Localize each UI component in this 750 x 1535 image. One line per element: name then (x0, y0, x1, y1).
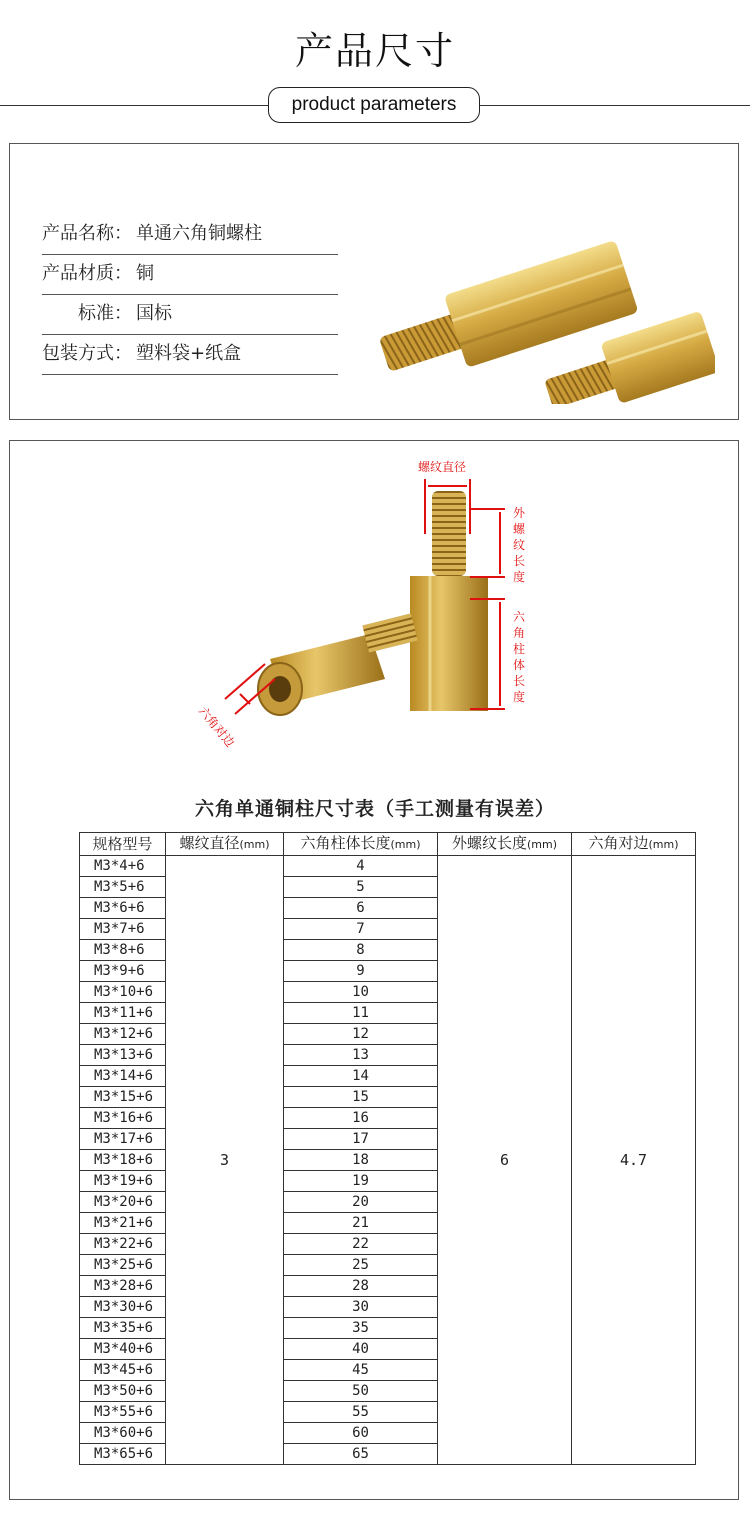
cell-hex-length: 22 (284, 1234, 438, 1255)
cell-model: M3*20+6 (80, 1192, 166, 1213)
cell-model: M3*50+6 (80, 1381, 166, 1402)
cell-model: M3*9+6 (80, 961, 166, 982)
cell-hex-length: 40 (284, 1339, 438, 1360)
cell-hex-length: 21 (284, 1213, 438, 1234)
svg-text:度: 度 (513, 690, 526, 704)
col-header-hex-length: 六角柱体长度(mm) (284, 833, 438, 856)
cell-model: M3*6+6 (80, 898, 166, 919)
table-header-row (80, 833, 696, 856)
cell-model: M3*30+6 (80, 1297, 166, 1318)
cell-hex-length: 50 (284, 1381, 438, 1402)
cell-hex-length: 10 (284, 982, 438, 1003)
cell-model: M3*10+6 (80, 982, 166, 1003)
svg-text:度: 度 (513, 570, 526, 584)
cell-model: M3*5+6 (80, 877, 166, 898)
thread-part (432, 491, 466, 576)
svg-text:角: 角 (513, 626, 526, 640)
cell-hex-length: 45 (284, 1360, 438, 1381)
product-info-box (9, 143, 739, 420)
col-header-model: 规格型号 (80, 833, 166, 856)
cell-model: M3*25+6 (80, 1255, 166, 1276)
spec-table (79, 832, 696, 1465)
subtitle-badge: product parameters (268, 87, 480, 123)
cell-hex-flats: 4.7 (572, 856, 696, 1465)
col-header-thread-diameter: 螺纹直径(mm) (166, 833, 284, 856)
cell-hex-length: 9 (284, 961, 438, 982)
cell-model: M3*12+6 (80, 1024, 166, 1045)
col-header-thread-length: 外螺纹长度(mm) (438, 833, 572, 856)
cell-hex-length: 60 (284, 1423, 438, 1444)
svg-text:螺: 螺 (513, 522, 526, 536)
cell-model: M3*13+6 (80, 1045, 166, 1066)
cell-model: M3*65+6 (80, 1444, 166, 1465)
cell-hex-length: 8 (284, 940, 438, 961)
table-row (80, 856, 696, 877)
cell-hex-length: 6 (284, 898, 438, 919)
svg-text:体: 体 (513, 658, 526, 672)
label-outer-thread-length (513, 506, 526, 584)
info-row-packaging (42, 334, 338, 375)
cell-model: M3*22+6 (80, 1234, 166, 1255)
svg-text:柱: 柱 (513, 642, 526, 656)
cell-hex-length: 11 (284, 1003, 438, 1024)
label-hex-flats: 六角对边 (195, 703, 238, 750)
cell-model: M3*60+6 (80, 1423, 166, 1444)
dimension-diagram (170, 449, 570, 769)
cell-hex-length: 18 (284, 1150, 438, 1171)
cell-model: M3*35+6 (80, 1318, 166, 1339)
cell-model: M3*21+6 (80, 1213, 166, 1234)
cell-model: M3*8+6 (80, 940, 166, 961)
cell-hex-length: 5 (284, 877, 438, 898)
cell-model: M3*11+6 (80, 1003, 166, 1024)
cell-hex-length: 17 (284, 1129, 438, 1150)
cell-hex-length: 35 (284, 1318, 438, 1339)
cell-model: M3*55+6 (80, 1402, 166, 1423)
cell-hex-length: 25 (284, 1255, 438, 1276)
info-label: 标准： (78, 303, 132, 324)
cell-hex-length: 7 (284, 919, 438, 940)
cell-model: M3*15+6 (80, 1087, 166, 1108)
cell-model: M3*19+6 (80, 1171, 166, 1192)
cell-model: M3*14+6 (80, 1066, 166, 1087)
cell-model: M3*4+6 (80, 856, 166, 877)
svg-text:长: 长 (513, 674, 526, 688)
col-header-hex-flats: 六角对边(mm) (572, 833, 696, 856)
cell-model: M3*28+6 (80, 1276, 166, 1297)
cell-model: M3*40+6 (80, 1339, 166, 1360)
cell-model: M3*18+6 (80, 1150, 166, 1171)
cell-hex-length: 20 (284, 1192, 438, 1213)
table-title: 六角单通铜柱尺寸表（手工测量有误差） (194, 798, 555, 820)
dimension-table-box (9, 440, 739, 1500)
cell-hex-length: 15 (284, 1087, 438, 1108)
label-thread-diameter: 螺纹直径 (418, 460, 467, 474)
cell-hex-length: 19 (284, 1171, 438, 1192)
cell-thread-diameter: 3 (166, 856, 284, 1465)
cell-hex-length: 30 (284, 1297, 438, 1318)
cell-hex-length: 16 (284, 1108, 438, 1129)
info-label: 产品材质： (42, 263, 132, 284)
cell-hex-length: 14 (284, 1066, 438, 1087)
info-label: 产品名称： (42, 223, 132, 244)
info-row-standard (42, 294, 338, 335)
info-row-name (42, 214, 338, 255)
cell-hex-length: 28 (284, 1276, 438, 1297)
cell-model: M3*45+6 (80, 1360, 166, 1381)
svg-text:长: 长 (513, 554, 526, 568)
info-value: 单通六角铜螺柱 (136, 223, 262, 244)
page-title: 产品尺寸 (294, 29, 455, 73)
product-photo (355, 204, 715, 404)
info-value: 国标 (136, 303, 172, 324)
hex-body (410, 576, 488, 711)
cell-model: M3*16+6 (80, 1108, 166, 1129)
svg-text:六: 六 (513, 610, 526, 624)
cell-thread-length: 6 (438, 856, 572, 1465)
info-label: 包装方式： (42, 343, 132, 364)
cell-hex-length: 13 (284, 1045, 438, 1066)
cell-hex-length: 55 (284, 1402, 438, 1423)
label-hex-body-length (513, 610, 526, 704)
svg-text:纹: 纹 (513, 538, 526, 552)
svg-text:外: 外 (513, 506, 526, 520)
cell-model: M3*7+6 (80, 919, 166, 940)
info-value: 塑料袋+纸盒 (136, 343, 242, 364)
info-row-material (42, 254, 338, 295)
cell-model: M3*17+6 (80, 1129, 166, 1150)
cell-hex-length: 12 (284, 1024, 438, 1045)
cell-hex-length: 4 (284, 856, 438, 877)
info-value: 铜 (136, 263, 154, 284)
cell-hex-length: 65 (284, 1444, 438, 1465)
